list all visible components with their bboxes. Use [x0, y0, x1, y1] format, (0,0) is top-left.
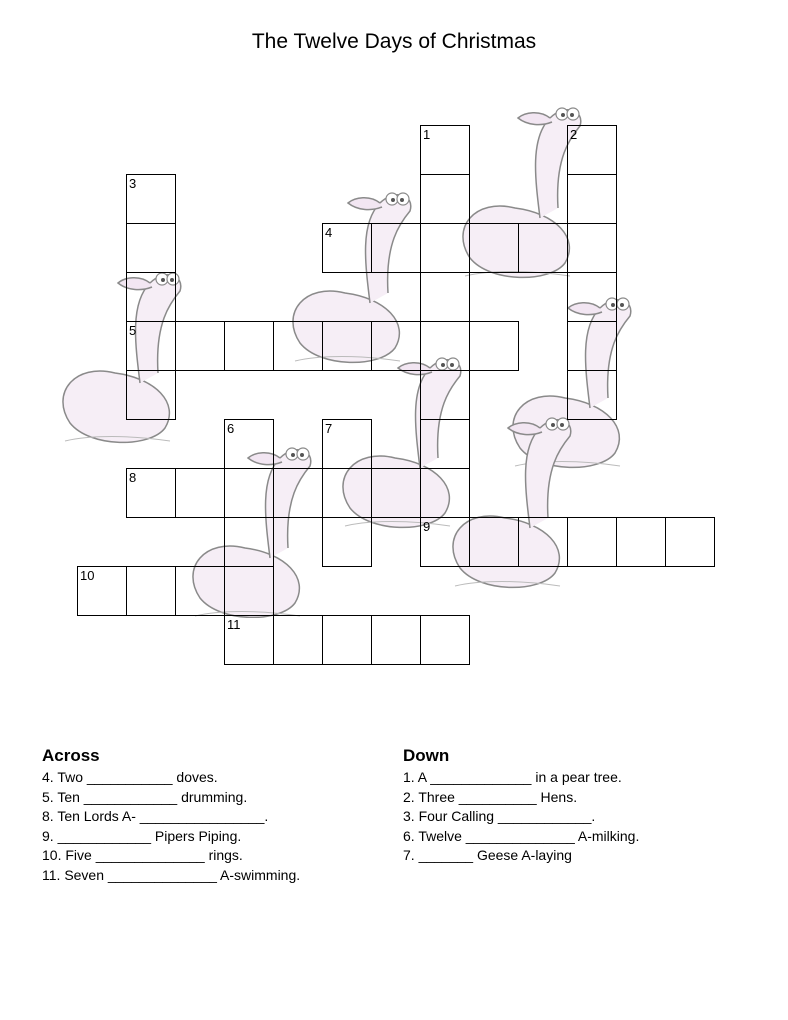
grid-cell[interactable] [469, 321, 519, 371]
clue-number: 11 [227, 617, 241, 632]
grid-cell[interactable] [420, 370, 470, 420]
down-clue: 2. Three __________ Hens. [403, 788, 578, 805]
grid-cell[interactable] [469, 223, 519, 273]
grid-cell[interactable] [518, 223, 568, 273]
grid-cell[interactable] [322, 615, 372, 665]
down-clue: 7. _______ Geese A-laying [403, 847, 572, 863]
grid-cell[interactable] [420, 321, 470, 371]
grid-cell[interactable] [420, 419, 470, 469]
grid-cell[interactable] [126, 566, 176, 616]
clue-number: 6 [227, 421, 235, 436]
grid-cell[interactable] [567, 321, 617, 371]
down-heading: Down [403, 746, 450, 765]
grid-cell[interactable] [665, 517, 715, 567]
grid-cell[interactable] [371, 223, 421, 273]
across-clue: 5. Ten ____________ drumming. [42, 788, 248, 805]
grid-cell[interactable] [420, 223, 470, 273]
grid-cell[interactable] [126, 223, 176, 273]
grid-cell[interactable] [126, 272, 176, 322]
grid-cell[interactable] [420, 272, 470, 322]
grid-cell[interactable] [567, 272, 617, 322]
grid-cell[interactable] [469, 517, 519, 567]
grid-cell[interactable] [322, 321, 372, 371]
down-clue: 6. Twelve ______________ A-milking. [403, 827, 640, 844]
grid-cell[interactable] [420, 468, 470, 518]
puzzle-title: The Twelve Days of Christmas [251, 30, 537, 53]
grid-cell[interactable] [273, 468, 323, 518]
grid-cell[interactable] [224, 566, 274, 616]
grid-cell[interactable] [175, 321, 225, 371]
clue-number: 1 [423, 127, 431, 142]
grid-cell[interactable] [567, 174, 617, 224]
across-clue: 11. Seven ______________ A-swimming. [42, 866, 301, 883]
across-clue: 10. Five ______________ rings. [42, 847, 243, 863]
down-clue: 3. Four Calling ____________. [403, 808, 596, 824]
grid-cell[interactable] [371, 615, 421, 665]
grid-cell[interactable] [175, 566, 225, 616]
across-clues [42, 746, 300, 885]
down-clues [403, 746, 639, 866]
clue-number: 10 [80, 568, 95, 583]
grid-cell[interactable] [420, 174, 470, 224]
grid-cell[interactable] [175, 468, 225, 518]
grid-cell[interactable] [224, 321, 274, 371]
grid-cell[interactable] [224, 517, 274, 567]
grid-cell[interactable] [616, 517, 666, 567]
clue-number: 7 [325, 421, 333, 436]
clue-number: 2 [570, 127, 578, 142]
clue-number: 3 [129, 176, 137, 191]
grid-cell[interactable] [322, 517, 372, 567]
across-heading: Across [42, 746, 100, 765]
grid-cell[interactable] [567, 223, 617, 273]
across-clue: 8. Ten Lords A- ________________. [42, 808, 269, 824]
grid-cell[interactable] [567, 517, 617, 567]
clue-number: 9 [423, 519, 431, 534]
across-clue: 4. Two ___________ doves. [42, 769, 218, 785]
grid-cell[interactable] [126, 370, 176, 420]
grid-cell[interactable] [322, 468, 372, 518]
grid-cell[interactable] [420, 615, 470, 665]
grid-cell[interactable] [224, 468, 274, 518]
grid-cell[interactable] [273, 615, 323, 665]
clue-number: 4 [325, 225, 333, 240]
across-clue: 9. ____________ Pipers Piping. [42, 827, 242, 844]
grid-cell[interactable] [567, 370, 617, 420]
down-clue: 1. A _____________ in a pear tree. [403, 769, 622, 785]
grid-cell[interactable] [371, 468, 421, 518]
clue-number: 5 [129, 323, 137, 338]
grid-cell[interactable] [273, 321, 323, 371]
clue-number: 8 [129, 470, 137, 485]
grid-cell[interactable] [371, 321, 421, 371]
grid-cell[interactable] [518, 517, 568, 567]
